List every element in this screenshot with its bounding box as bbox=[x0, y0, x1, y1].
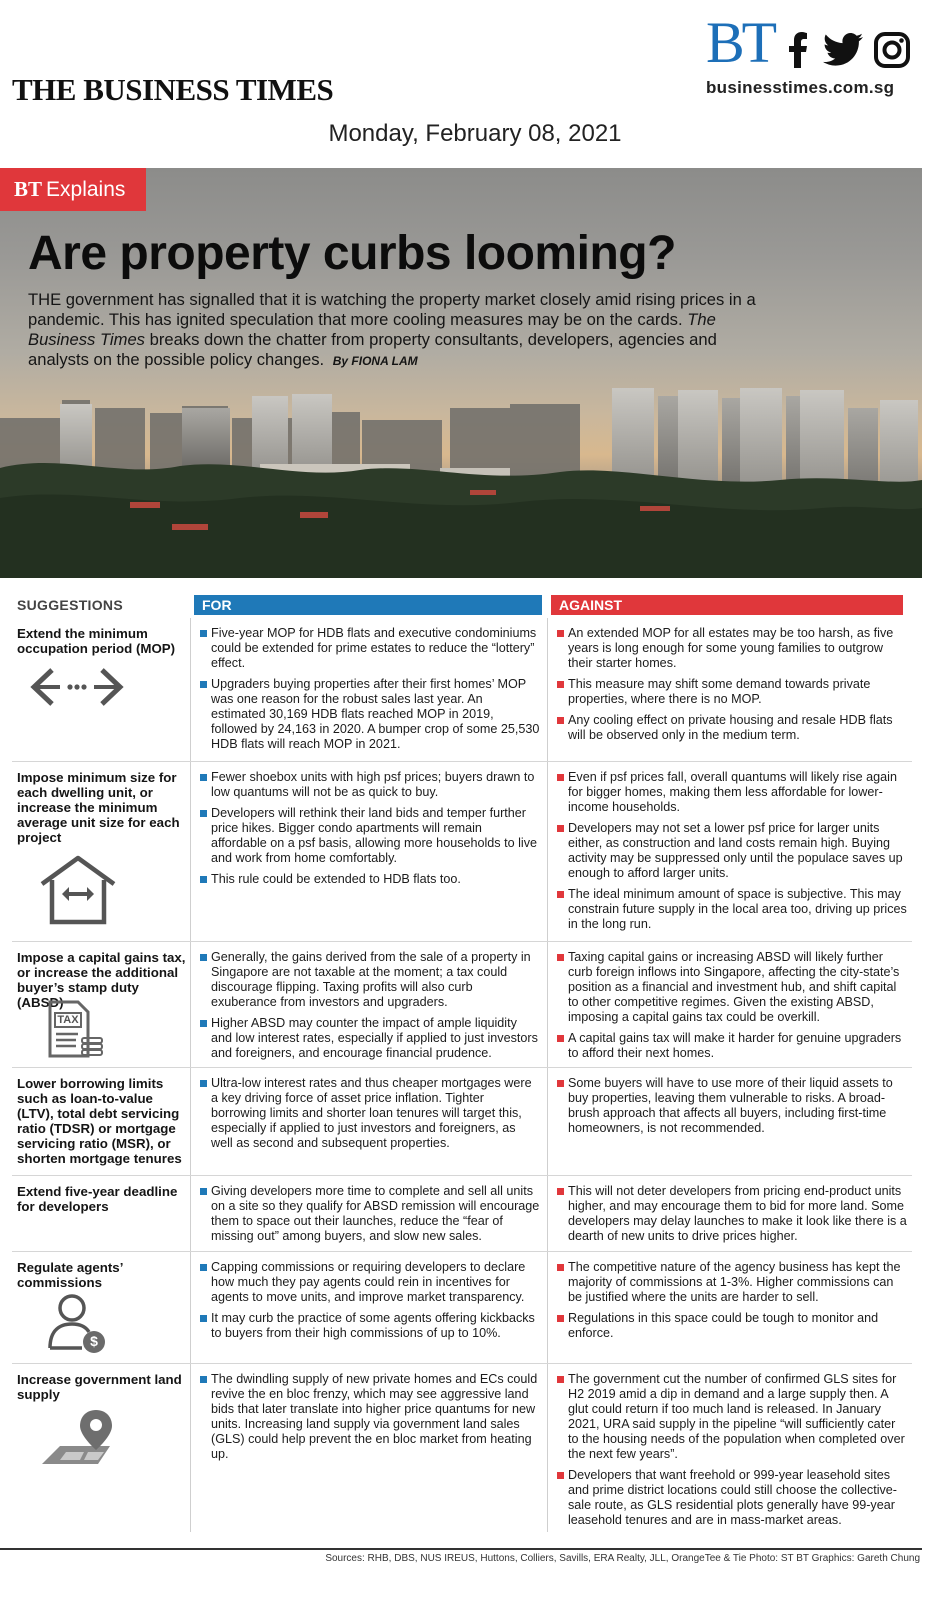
site-url[interactable]: businesstimes.com.sg bbox=[706, 78, 895, 97]
sources-credits: Sources: RHB, DBS, NUS IREUS, Huttons, Colliers, Savills, ERA Realty, JLL, OrangeTee & Tie Photo: ST BT Graphics: Gareth Chung bbox=[325, 1553, 920, 1564]
for-point: Generally, the gains derived from the sale of a property in Singapore are not taxable at the moment; a tax could discourage flipping. Taxing profits will also curb exuberance from investors and upgraders. bbox=[200, 950, 540, 1010]
against-column bbox=[557, 1184, 909, 1250]
table-row bbox=[0, 942, 922, 1066]
instagram-icon[interactable] bbox=[872, 30, 912, 70]
suggestion-label: Increase government land supply bbox=[17, 1372, 182, 1402]
for-point: Developers will rethink their land bids and temper further price hikes. Bigger condo apartments will remain affordable on a psf basis, allowing more households to live and work from home comfortably. bbox=[200, 806, 540, 866]
suggestions-header: SUGGESTIONS bbox=[17, 597, 123, 613]
suggestion-label: Extend the minimum occupation period (MOP) bbox=[17, 626, 176, 656]
for-column bbox=[200, 770, 540, 893]
against-column bbox=[557, 1076, 909, 1142]
against-point: Any cooling effect on private housing and resale HDB flats will be observed only in the medium term. bbox=[557, 713, 909, 743]
against-point: Regulations in this space could be tough to monitor and enforce. bbox=[557, 1311, 909, 1341]
table-row bbox=[0, 1176, 922, 1252]
for-column bbox=[200, 626, 540, 758]
against-point: The ideal minimum amount of space is subjective. This may constrain future supply in the local area too, driving up prices in the long run. bbox=[557, 887, 909, 932]
table-row bbox=[0, 762, 922, 940]
against-point: Some buyers will have to use more of their liquid assets to buy properties, leaving them vulnerable to risks. A broad-brush approach that affects all buyers, including first-time homeowners, is not recommended. bbox=[557, 1076, 909, 1136]
publication-date: Monday, February 08, 2021 bbox=[328, 120, 622, 147]
suggestion-label: Impose a capital gains tax, or increase the additional buyer’s stamp duty (ABSD) bbox=[17, 950, 186, 1010]
tax-document-icon bbox=[46, 998, 108, 1065]
double-arrow-icon bbox=[30, 666, 124, 713]
against-column bbox=[557, 626, 909, 749]
dollar-symbol: $ bbox=[90, 1333, 98, 1349]
intro-text-1: THE government has signalled that it is watching the property market closely amid rising prices in a pandemic. This has ignited speculation that more cooling measures may be on the cards. bbox=[28, 290, 756, 329]
suggestion-label: Impose minimum size for each dwelling unit, or increase the minimum average unit size for each project bbox=[17, 770, 180, 845]
for-point: It may curb the practice of some agents offering kickbacks to buyers from their high commissions of up to 10%. bbox=[200, 1311, 540, 1341]
for-point: The dwindling supply of new private homes and ECs could revive the en bloc frenzy, which may see aggressive land bids that later translate into higher price quantums for new units. Increasing land supply via government land sales (GLS) could help prevent the en bloc market from heating up. bbox=[200, 1372, 540, 1462]
table-row bbox=[0, 1364, 922, 1544]
against-point: Even if psf prices fall, overall quantums will likely rise again for bigger homes, making them less affordable for lower-income households. bbox=[557, 770, 909, 815]
against-point: This measure may shift some demand towards private properties, where there is no MOP. bbox=[557, 677, 909, 707]
intro-paragraph bbox=[28, 290, 768, 371]
for-column bbox=[200, 950, 540, 1067]
tax-label: TAX bbox=[54, 1012, 82, 1028]
hero-banner bbox=[0, 168, 922, 578]
facebook-icon[interactable] bbox=[786, 30, 810, 70]
against-column bbox=[557, 770, 909, 938]
for-point: Upgraders buying properties after their first homes’ MOP was one reason for the robust sales last year. An estimated 30,169 HDB flats reached MOP in 2019, followed by 24,163 in 2020. A bumper crop of some 25,530 HDB flats will reach MOP in 2021. bbox=[200, 677, 540, 752]
intro-publication: The Business Times bbox=[28, 310, 716, 349]
intro-text-2: breaks down the chatter from property consultants, developers, agencies and analysts on the possible policy changes. bbox=[28, 330, 717, 369]
agent-money-icon bbox=[46, 1292, 108, 1359]
bt-logo: BT bbox=[706, 10, 775, 75]
suggestion-label: Extend five-year deadline for developers bbox=[17, 1184, 178, 1214]
suggestion-label: Lower borrowing limits such as loan-to-value (LTV), total debt servicing ratio (TDSR) or mortgage servicing ratio (MSR), or shorten mortgage tenures bbox=[17, 1076, 182, 1166]
against-point: Developers that want freehold or 999-year leasehold sites and prime district locations could still choose the collective-sale route, as GLS residential plots generally have 99-year leasehold tenures and are in mass-market areas. bbox=[557, 1468, 909, 1528]
masthead bbox=[0, 0, 950, 168]
for-column bbox=[200, 1372, 540, 1468]
for-point: Higher ABSD may counter the impact of ample liquidity and low interest rates, especially if applied to just investors and foreigners, and encourage financial prudence. bbox=[200, 1016, 540, 1061]
for-column bbox=[200, 1260, 540, 1347]
twitter-icon[interactable] bbox=[822, 30, 864, 70]
table-row bbox=[0, 1068, 922, 1176]
for-point: Fewer shoebox units with high psf prices; buyers drawn to low quantums will not be as quick to buy. bbox=[200, 770, 540, 800]
for-point: Five-year MOP for HDB flats and executive condominiums could be extended for prime estates to reduce the “lottery” effect. bbox=[200, 626, 540, 671]
for-header: FOR bbox=[194, 595, 542, 615]
tag-prefix: BT bbox=[14, 177, 43, 201]
against-column bbox=[557, 950, 909, 1067]
against-point: An extended MOP for all estates may be too harsh, as five years is long enough for some young families to outgrow their starter homes. bbox=[557, 626, 909, 671]
against-header: AGAINST bbox=[551, 595, 903, 615]
table-row bbox=[0, 1252, 922, 1364]
table-header bbox=[0, 593, 922, 615]
suggestion-label: Regulate agents’ commissions bbox=[17, 1260, 123, 1290]
against-column bbox=[557, 1372, 909, 1534]
for-point: Giving developers more time to complete and sell all units on a site so they qualify for ABSD remission will encourage them to space out their launches, reduce the “fear of missing out” among buyers, and slow new sales. bbox=[200, 1184, 540, 1244]
bt-explains-tag bbox=[0, 168, 146, 211]
against-point: This will not deter developers from pricing end-product units higher, and may encourage them to bid for more land. Some developers may delay launches to make it look like there is a dearth of new units to drive prices higher. bbox=[557, 1184, 909, 1244]
for-column bbox=[200, 1076, 540, 1157]
tag-label: Explains bbox=[46, 177, 126, 201]
headline: Are property curbs looming? bbox=[28, 227, 676, 280]
against-point: The competitive nature of the agency business has kept the majority of commissions at 1-3%. Higher commissions can be justified where the units are harder to sell. bbox=[557, 1260, 909, 1305]
byline: By FIONA LAM bbox=[332, 354, 418, 368]
against-point: A capital gains tax will make it harder for genuine upgraders to afford their next homes. bbox=[557, 1031, 909, 1061]
against-point: The government cut the number of confirmed GLS sites for H2 2019 amid a dip in demand and a large supply then. A glut could return if too much land is released. In January 2021, URA said supply in the pipeline “will sufficiently cater to the housing needs of the population when completed over the next few years”. bbox=[557, 1372, 909, 1462]
for-point: Capping commissions or requiring developers to declare how much they pay agents could rein in incentives for agents to move units, and improve market transparency. bbox=[200, 1260, 540, 1305]
against-point: Taxing capital gains or increasing ABSD will likely further curb foreign inflows into Singapore, affecting the city-state’s position as a financial and investment hub, and shift capital to other competitive regimes. Given the existing ABSD, imposing a capital gains tax could be overkill. bbox=[557, 950, 909, 1025]
for-point: This rule could be extended to HDB flats too. bbox=[200, 872, 540, 887]
for-point: Ultra-low interest rates and thus cheaper mortgages were a key driving force of asset price inflation. Tighter borrowing limits and shorter loan tenures will target this, especially if applied to just investors and foreigners, as well as second and subsequent properties. bbox=[200, 1076, 540, 1151]
table-row bbox=[0, 618, 922, 760]
house-size-icon bbox=[38, 854, 118, 931]
land-location-icon bbox=[40, 1408, 120, 1473]
against-column bbox=[557, 1260, 909, 1347]
for-column bbox=[200, 1184, 540, 1250]
against-point: Developers may not set a lower psf price for larger units either, as construction and land costs remain high. Buying activity may be suppressed only until the populace saves up enough to afford larger units. bbox=[557, 821, 909, 881]
bottom-rule bbox=[0, 1548, 922, 1550]
newspaper-title: THE BUSINESS TIMES bbox=[12, 72, 334, 107]
